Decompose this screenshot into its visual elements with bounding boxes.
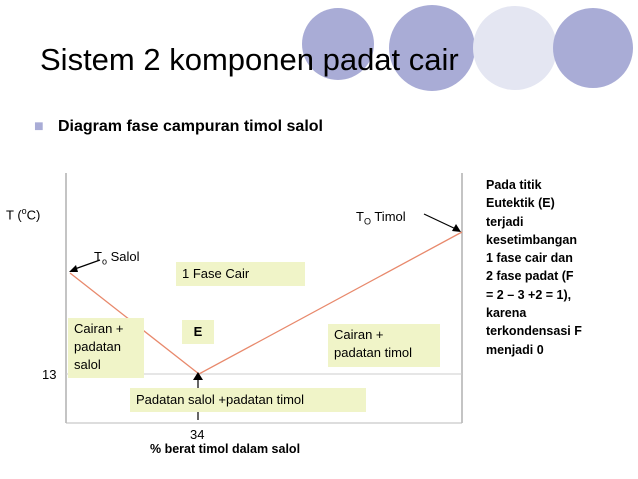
one-phase-region-label: 1 Fase Cair [176, 262, 305, 286]
timol-melting-label: $T_O$ Timol [356, 209, 406, 227]
eutectic-point-label: E [182, 320, 214, 344]
eutectic-note: Pada titik Eutektik (E) terjadi kesetimbangan 1 fase cair dan 2 fase padat (F = 2 – 3 +2 = 1), karena terkondensasi F menjadi 0 [486, 178, 582, 357]
salol-melting-label: $T_o$ Salol [94, 249, 140, 267]
x-axis-label: % berat timol dalam salol [150, 442, 301, 456]
solid-region-label: Padatan salol +padatan timol [130, 388, 366, 412]
left-region-label: Cairan + padatan salol [68, 318, 144, 378]
slide-title: Sistem 2 komponen padat cair [40, 42, 459, 77]
timol-arrow-line [424, 214, 458, 230]
salol-arrow-head [69, 265, 78, 272]
x-tick-label: 34 [190, 427, 205, 442]
bullet-icon: ■ [34, 118, 44, 135]
y-tick-label: 13 [42, 367, 57, 382]
y-axis-label: T ($^o$C) [6, 206, 41, 223]
bullet-text: Diagram fase campuran timol salol [58, 118, 323, 135]
right-region-label: Cairan + padatan timol [328, 324, 440, 367]
